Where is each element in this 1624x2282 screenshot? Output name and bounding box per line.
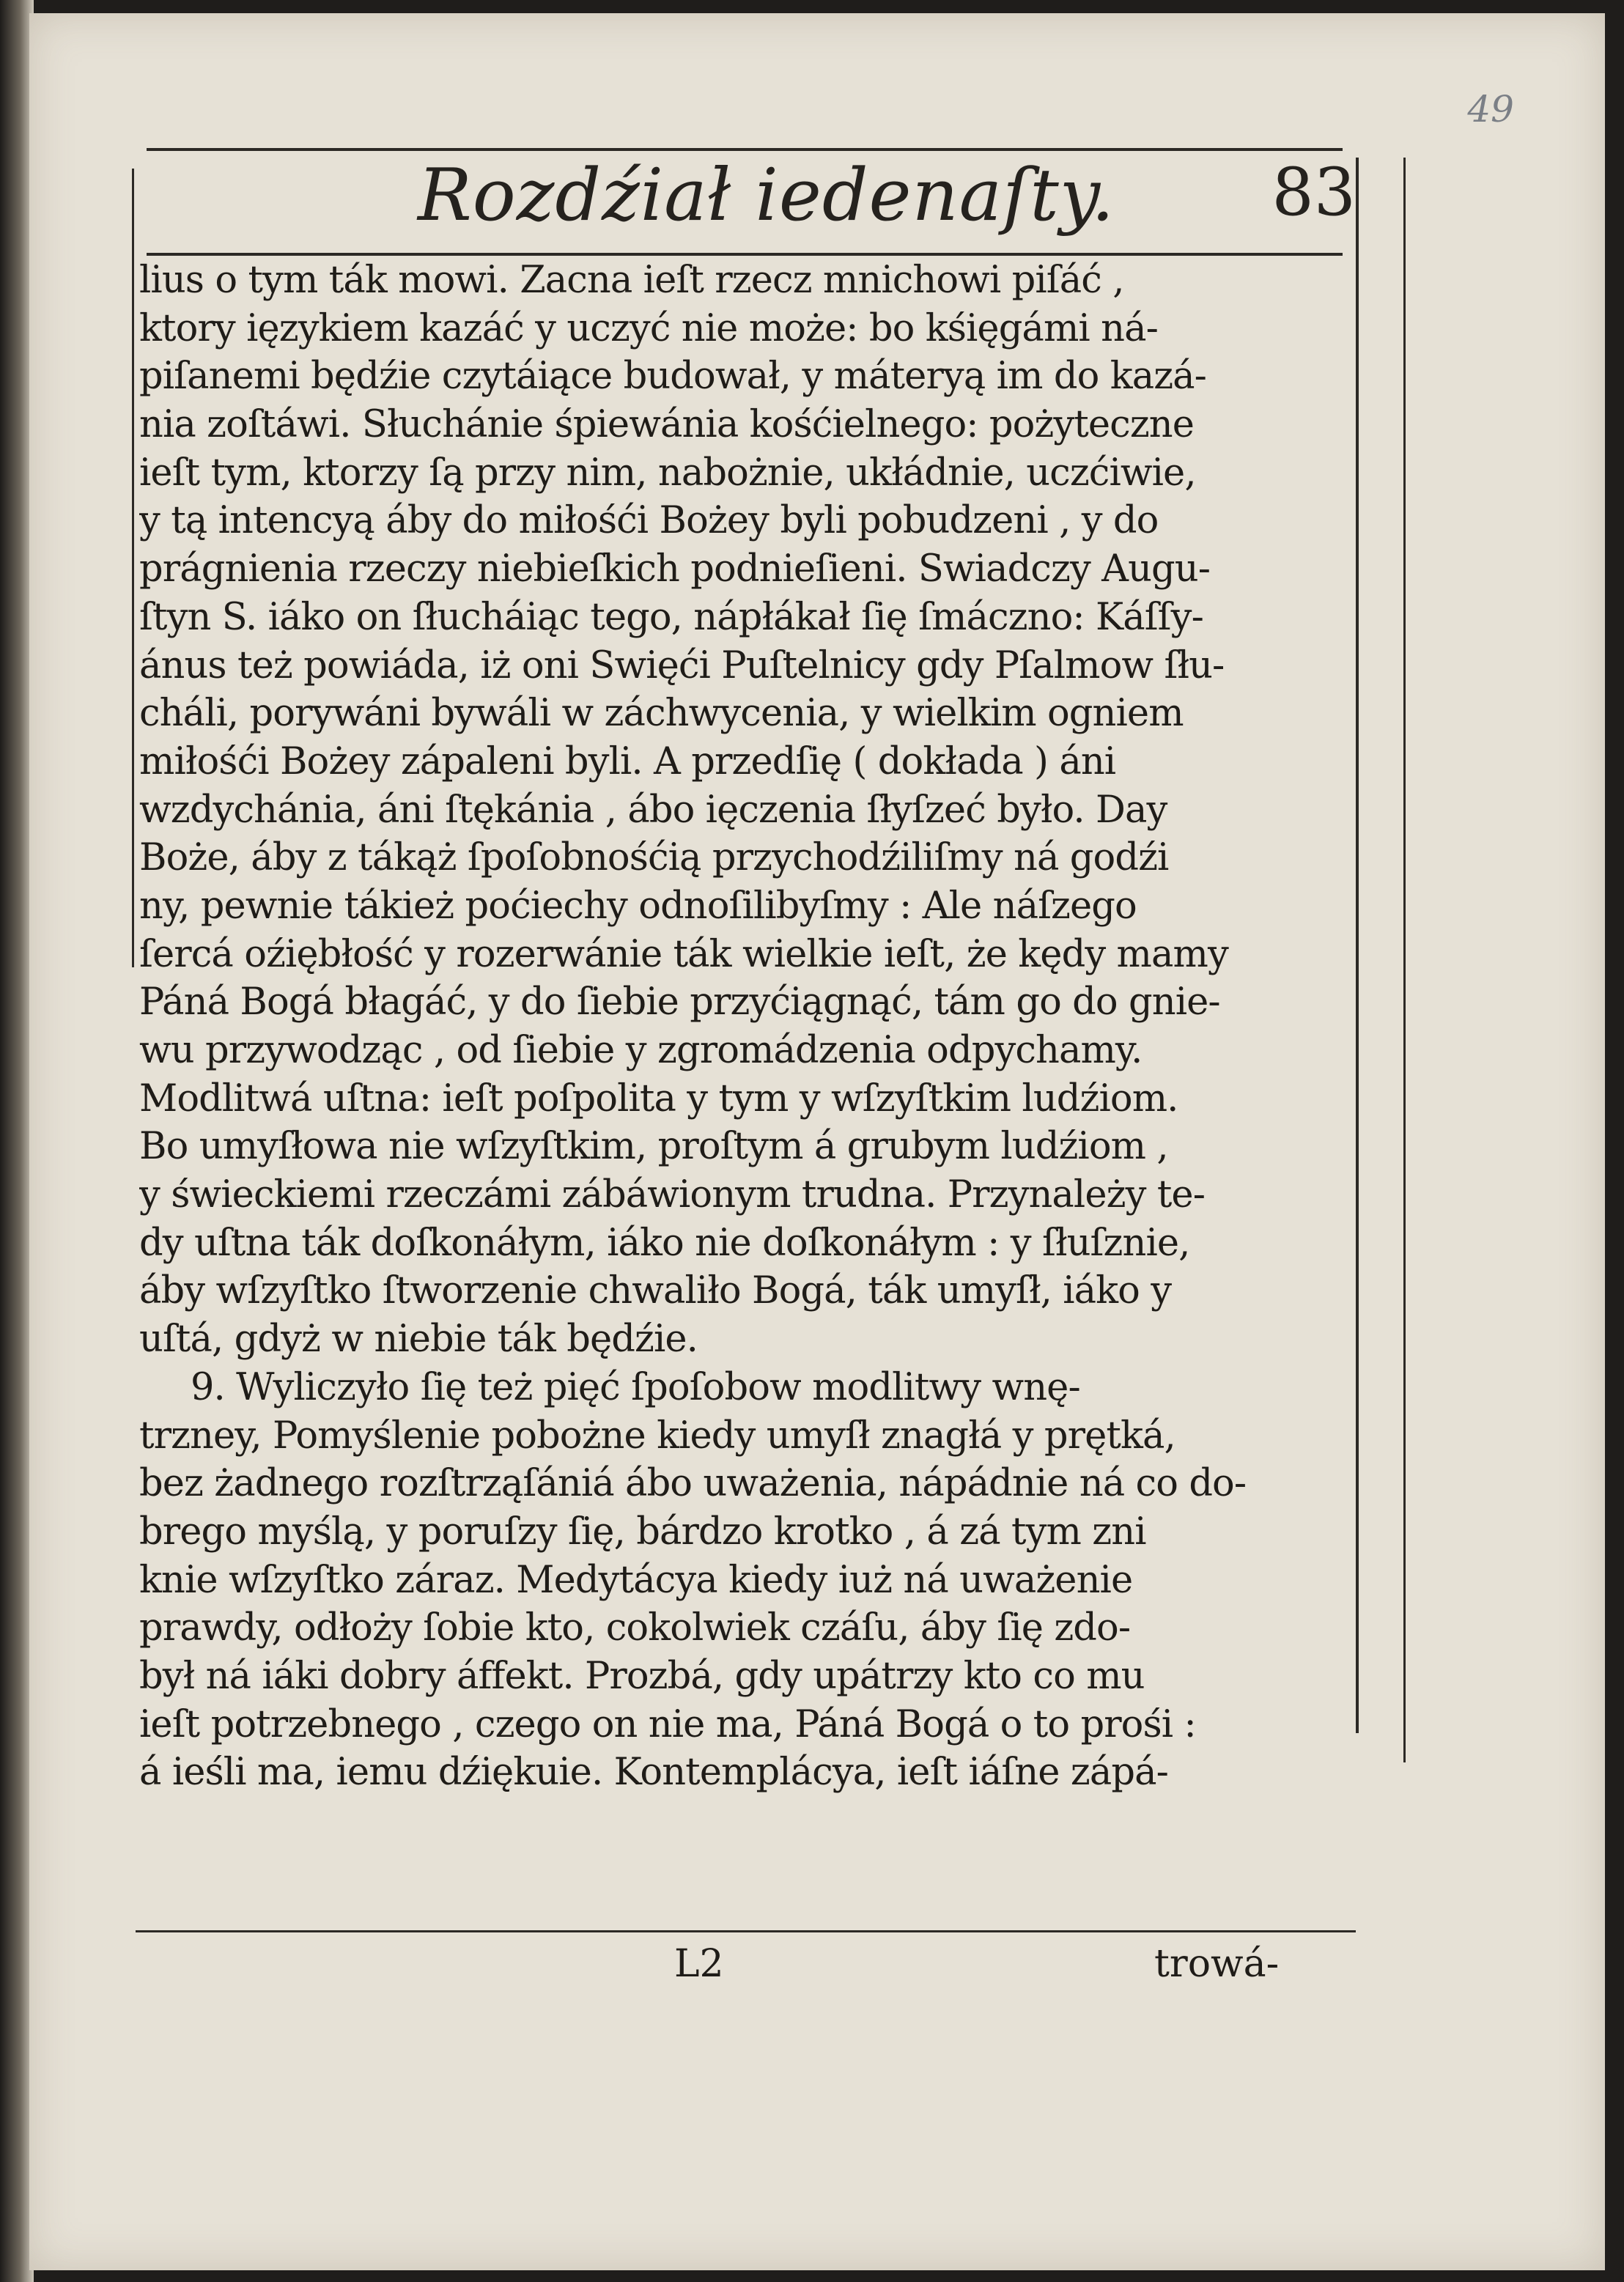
paragraph-start-line: 9. Wyliczyło ſię też pięć ſpoſobow modlitwy wnę- xyxy=(191,1365,1080,1409)
top-frame-rule xyxy=(147,148,1343,151)
text-line: áby wſzyſtko ſtworzenie chwaliło Bogá, ták umyſł, iáko y xyxy=(139,1269,1172,1313)
text-line: y tą intencyą áby do miłośći Bożey byli pobudzeni , y do xyxy=(139,499,1159,543)
text-line: ieſt tym, ktorzy ſą przy nim, nabożnie, ukłádnie, uczćiwie, xyxy=(139,451,1196,495)
text-line: dy uſtna ták doſkonáłym, iáko nie doſkonáłym : y ſłuſznie, xyxy=(139,1221,1190,1265)
outer-right-rule xyxy=(1403,158,1406,1762)
pencil-folio-note: 49 xyxy=(1467,88,1514,130)
text-line: wzdychánia, áni ſtękánia , ábo ięczenia ſłyſzeć było. Day xyxy=(139,788,1167,832)
text-line: brego myślą, y poruſzy ſię, bárdzo krotko , á zá tym zni xyxy=(139,1510,1146,1554)
text-line: ſtyn S. iáko on ſłucháiąc tego, nápłákał ſię ſmáczno: Káſſy- xyxy=(139,595,1203,639)
text-line: Bo umyſłowa nie wſzyſtkim, proſtym á grubym ludźiom , xyxy=(139,1125,1168,1169)
text-line: nia zoſtáwi. Słuchánie śpiewánia kośćielnego: pożyteczne xyxy=(139,403,1195,447)
header-rule xyxy=(147,253,1343,256)
text-line: miłośći Bożey zápaleni byli. A przedſię ( dokłada ) áni xyxy=(139,739,1116,783)
bottom-frame-rule xyxy=(136,1930,1356,1932)
text-line: był ná iáki dobry áffekt. Prozbá, gdy upátrzy kto co mu xyxy=(139,1654,1145,1698)
text-line: uſtá, gdyż w niebie ták będźie. xyxy=(139,1318,698,1362)
text-line: prawdy, odłoży ſobie kto, cokolwiek czáſu, áby ſię zdo- xyxy=(139,1606,1131,1650)
text-line: knie wſzyſtko záraz. Medytácya kiedy iuż ná uważenie xyxy=(139,1558,1133,1602)
text-line: trzney, Pomyślenie pobożne kiedy umyſł znagłá y prętká, xyxy=(139,1414,1175,1458)
body-text xyxy=(139,256,1356,1797)
running-head xyxy=(147,154,1356,249)
text-line: bez żadnego rozſtrząſániá ábo uważenia, nápádnie ná co do- xyxy=(139,1462,1247,1506)
chapter-title: Rozdźiał iedenaſty. xyxy=(418,154,1115,237)
text-line: Boże, áby z tákąż ſpoſobnośćią przychodźiliſmy ná godźi xyxy=(139,836,1169,880)
text-line: á ieśli ma, iemu dźiękuie. Kontemplácya, ieſt iáſne zápá- xyxy=(139,1751,1168,1795)
text-line: ieſt potrzebnego , czego on nie ma, Páná Bogá o to prośi : xyxy=(139,1702,1196,1746)
signature-mark: L2 xyxy=(674,1942,724,1986)
text-line: Modlitwá uſtna: ieſt poſpolita y tym y wſzyſtkim ludźiom. xyxy=(139,1077,1178,1120)
text-line: wu przywodząc , od ſiebie y zgromádzenia odpychamy. xyxy=(139,1029,1143,1072)
catchword: trowá- xyxy=(1154,1942,1280,1986)
right-frame-rule xyxy=(1356,158,1359,1733)
text-line: ny, pewnie tákież poćiechy odnoſilibyſmy : Ale náſzego xyxy=(139,884,1137,928)
left-frame-rule xyxy=(132,169,134,967)
text-line: lius o tym ták mowi. Zacna ieſt rzecz mnichowi piſáć , xyxy=(139,259,1124,302)
text-line: ánus też powiáda, iż oni Swięći Puſtelnicy gdy Pſalmow ſłu- xyxy=(139,643,1225,687)
text-line: ſercá oźiębłość y rozerwánie ták wielkie ieſt, że kędy mamy xyxy=(139,932,1228,976)
text-line: prágnienia rzeczy niebieſkich podnieſieni. Swiadczy Augu- xyxy=(139,547,1211,591)
text-line: piſanemi będźie czytáiące budował, y máteryą im do kazá- xyxy=(139,355,1207,399)
text-line: cháli, porywáni bywáli w záchwycenia, y wielkim ogniem xyxy=(139,692,1184,736)
text-line: ktory ięzykiem kazáć y uczyć nie może: bo kśięgámi ná- xyxy=(139,306,1158,350)
text-line: Páná Bogá błagáć, y do ſiebie przyćiągnąć, tám go do gnie- xyxy=(139,981,1220,1024)
text-line: y świeckiemi rzeczámi zábáwionym trudna. Przynależy te- xyxy=(139,1173,1206,1217)
page-number: 83 xyxy=(1271,154,1356,231)
